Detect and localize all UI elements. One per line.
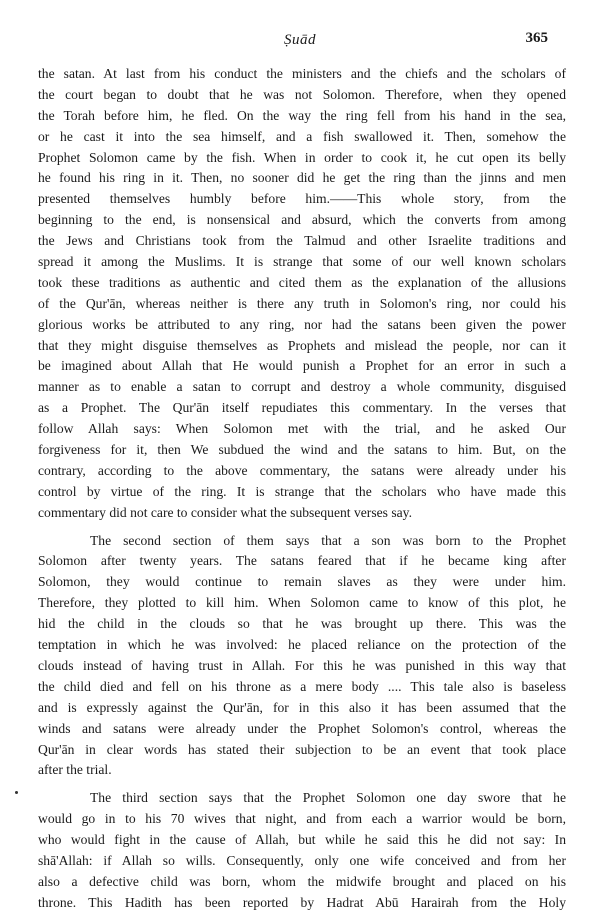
text-line: be imagined about Allah that He would punish a Prophet for an error in such a [38,358,566,374]
text-line: glorious works be attributed to any ring, nor had the satans been given the power [38,316,566,332]
running-title: Ṣuād [284,32,316,48]
paragraph-1 [38,64,566,524]
text-line: Therefore, they plotted to kill him. When Solomon came to know of this plot, he [38,595,566,611]
paragraph-gap [38,524,566,531]
running-header [0,32,600,52]
text-line: presented themselves humbly before him.——This whole story, from the [38,191,566,207]
text-line: he found his ring in it. Then, no sooner did he get the ring than the jinns and men [38,170,566,186]
text-line: Qur'ān in clear words has stated their subjection to be an event that took place [38,741,566,757]
text-line: the child died and fell on his throne as a mere body .... This tale also is baseless [38,678,566,694]
text-line: Prophet Solomon came by the fish. When in order to cook it, he cut open its belly [38,149,566,165]
text-line: also a defective child was born, whom the midwife brought and placed on his [38,873,566,889]
text-line: and is expressly against the Qur'ān, for in this also it has been assumed that the [38,699,566,715]
text-line: commentary did not care to consider what the subsequent verses say. [38,504,412,520]
text-line: the court began to doubt that he was not Solomon. Therefore, when they opened [38,86,566,102]
text-line: beginning to the end, is nonsensical and absurd, which the converts from among [38,212,566,228]
text-line: the satan. At last from his conduct the ministers and the chiefs and the scholars of [38,66,566,81]
text-line: spread it among the Muslims. It is strange that some of our well known scholars [38,254,566,270]
text-line: hid the child in the clouds so that he was brought up there. This was the [38,616,566,632]
text-line: The third section says that the Prophet Solomon one day swore that he [90,790,566,806]
text-line: that they might disguise themselves as Prophets and mislead the people, nor can it [38,337,566,353]
text-line: or he cast it into the sea himself, and a fish swallowed it. Then, somehow the [38,128,566,144]
text-line: forgiveness for it, then We subdued the wind and the satans to him. But, on the [38,442,566,458]
text-line: the Torah before him, he fled. On the way the ring fell from his hand in the sea, [38,107,566,123]
text-line: Solomon, they would continue to remain slaves as they were under him. [38,574,566,590]
text-line: throne. This Hadith has been reported by Hadrat Abū Harairah from the Holy [38,894,566,910]
text-line: follow Allah says: When Solomon met with the trial, and he asked Our [38,421,566,437]
paragraph-2 [38,531,566,782]
text-line: contrary, according to the above commentary, the satans were already under his [38,462,566,478]
text-line: temptation in which he was involved: he placed reliance on the protection of the [38,637,566,653]
text-line: shā'Allah: if Allah so wills. Consequently, only one wife conceived and from her [38,852,566,868]
page-number: 365 [525,30,548,46]
body-text [38,64,566,914]
text-line: as a Prophet. The Qur'ān itself repudiates this commentary. In the verses that [38,400,566,416]
text-line: clouds instead of having trust in Allah. For this he was punished in this way that [38,657,566,673]
paragraph-gap [38,781,566,788]
text-line: winds and satans were already under the Prophet Solomon's control, whereas the [38,720,566,736]
text-line: Solomon after twenty years. The satans feared that if he became king after [38,553,566,569]
text-line: would go in to his 70 wives that night, and from each a warrior would be born, [38,811,566,827]
text-line: manner as to enable a satan to corrupt and destroy a whole community, disguised [38,379,566,395]
text-line: after the trial. [38,762,112,778]
text-line: of the Qur'ān, whereas neither is there any truth in Solomon's ring, nor could his [38,295,566,311]
paragraph-3 [38,788,566,913]
text-line: control by virtue of the ring. It is strange that the scholars who have made this [38,483,566,499]
text-line: took these traditions as authentic and cited them as the explanation of the allusions [38,274,566,290]
text-line: the Jews and Christians took from the Talmud and other Israelite traditions and [38,233,566,249]
margin-dot [15,791,18,794]
text-line: The second section of them says that a son was born to the Prophet [90,532,566,548]
text-line: who would fight in the cause of Allah, but while he said this he did not say: In [38,832,566,848]
